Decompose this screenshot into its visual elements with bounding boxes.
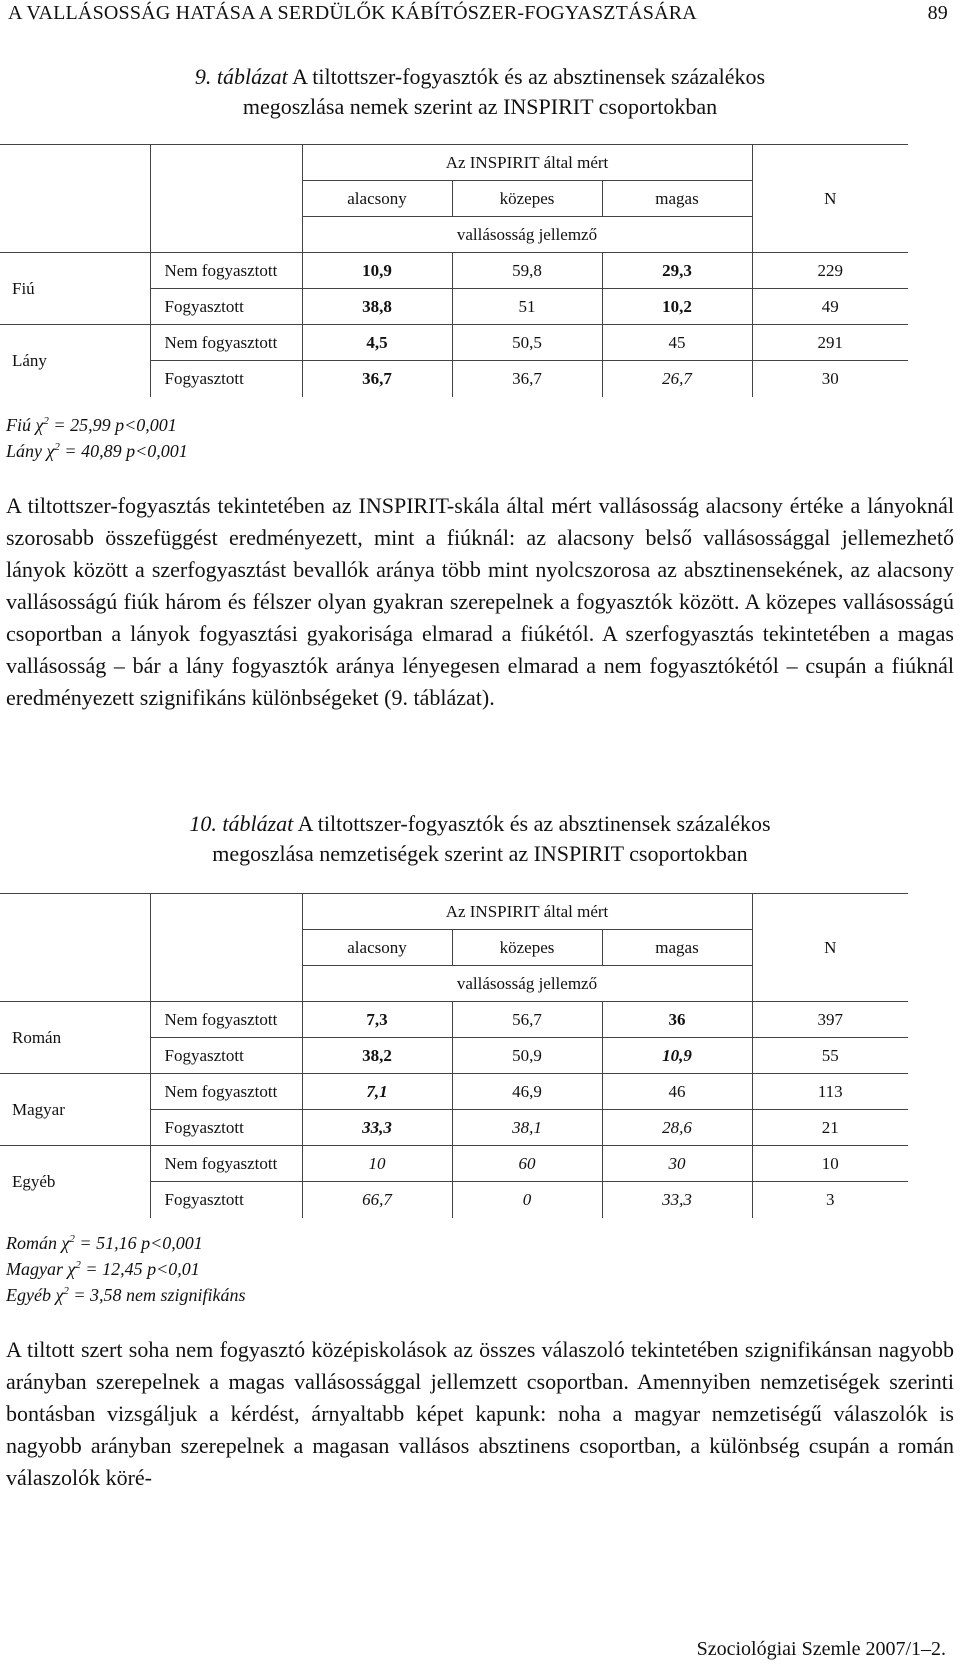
- table9-stats: [6, 410, 188, 462]
- table9-cell: 38,8: [302, 289, 452, 325]
- page-number: 89: [927, 2, 948, 24]
- table9-corner-2: [150, 145, 302, 253]
- table9-corner-1: [0, 145, 150, 253]
- table10-col-high: magas: [602, 930, 752, 966]
- table9-cell: 291: [752, 325, 908, 361]
- table9-cell: 36,7: [452, 361, 602, 397]
- table10-col-low: alacsony: [302, 930, 452, 966]
- table10-group-label: Román: [0, 1002, 150, 1074]
- table10-row-label: Nem fogyasztott: [150, 1146, 302, 1182]
- body-paragraph-1: A tiltottszer-fogyasztás tekintetében az INSPIRIT-skála által mért vallásosság alacsony értéke a lányoknál szorosabb összefüggést eredményezett, mint a fiúknál: az alacsony belső vallásossággal jellemezhető lányok között a szerfogyasztást bevallók aránya több mint nyolcszorosa az absztinensekének, az alacsony vallásosságú fiúk három és félszer olyan gyakran szerepelnek a fogyasztók között. A közepes vallásosságú csoportban a lányok fogyasztási gyakorisága elmarad a fiúkétól. A szerfogyasztás tekintetében a magas vallásosság – bár a lány fogyasztók aránya lényegesen elmarad a nem fogyasztókétól – csupán a fiúknál eredményezett szignifikáns különbségeket (9. táblázat).: [6, 493, 954, 710]
- table10-caption-text1: A tiltottszer-fogyasztók és az absztinensek százalékos: [293, 811, 771, 836]
- table10-cell: 55: [752, 1038, 908, 1074]
- table10-col-mid: közepes: [452, 930, 602, 966]
- table10-cell: 36: [602, 1002, 752, 1038]
- table10-header-bottom: vallásosság jellemző: [302, 966, 752, 1002]
- table10-cell: 46,9: [452, 1074, 602, 1110]
- table10-stat-line: Egyéb $\chi^2 = 3,58$ nem szignifikáns: [6, 1285, 246, 1305]
- table10-cell: 21: [752, 1110, 908, 1146]
- table10-group-label: Magyar: [0, 1074, 150, 1146]
- table10-cell: 10: [302, 1146, 452, 1182]
- table9-row-label: Fogyasztott: [150, 361, 302, 397]
- running-header: [8, 2, 948, 30]
- table9-row-label: Fogyasztott: [150, 289, 302, 325]
- table9-stat-line: Lány $\chi^2 = 40,89$ p<0,001: [6, 441, 188, 461]
- table10-header-top: Az INSPIRIT által mért: [302, 894, 752, 930]
- table9-col-high: magas: [602, 181, 752, 217]
- table9-caption-text1: A tiltottszer-fogyasztók és az absztinensek százalékos: [287, 64, 766, 89]
- table9-col-n: N: [752, 145, 908, 253]
- table10-row-label: Nem fogyasztott: [150, 1002, 302, 1038]
- table9-caption-text2: megoszlása nemek szerint az INSPIRIT csoportokban: [242, 94, 718, 119]
- table9-cell: 29,3: [602, 253, 752, 289]
- table10-cell: 60: [452, 1146, 602, 1182]
- table9-stat-line: Fiú $\chi^2 = 25,99$ p<0,001: [6, 415, 177, 435]
- table9-cell: 26,7: [602, 361, 752, 397]
- running-header-title: A VALLÁSOSSÁG HATÁSA A SERDÜLŐK KÁBÍTÓSZER-FOGYASZTÁSÁRA: [8, 2, 697, 24]
- table10-cell: 38,1: [452, 1110, 602, 1146]
- table10-cell: 7,3: [302, 1002, 452, 1038]
- table9-group-label: Fiú: [0, 253, 150, 325]
- table10-cell: 46: [602, 1074, 752, 1110]
- table9-cell: 49: [752, 289, 908, 325]
- table10-cell: 30: [602, 1146, 752, 1182]
- table10-stats: [6, 1228, 246, 1306]
- table10-cell: 33,3: [602, 1182, 752, 1218]
- table10-col-n: N: [752, 894, 908, 1002]
- table9-cell: 50,5: [452, 325, 602, 361]
- table9-cell: 59,8: [452, 253, 602, 289]
- table9-cell: 45: [602, 325, 752, 361]
- table10-cell: 10,9: [602, 1038, 752, 1074]
- table10-cell: 7,1: [302, 1074, 452, 1110]
- table9-cell: 51: [452, 289, 602, 325]
- table10-cell: 38,2: [302, 1038, 452, 1074]
- table9-caption: [0, 62, 960, 122]
- table10-caption: [0, 809, 960, 869]
- table9-col-low: alacsony: [302, 181, 452, 217]
- table10: [0, 893, 908, 1218]
- table9-cell: 30: [821, 368, 839, 388]
- table9-cell: 229: [752, 253, 908, 289]
- table9-col-mid: közepes: [452, 181, 602, 217]
- table10-cell: 10: [752, 1146, 908, 1182]
- table9-cell: 36,7: [302, 361, 452, 397]
- table10-corner-2: [150, 894, 302, 1002]
- table10-cell: 33,3: [302, 1110, 452, 1146]
- table10-row-label: Fogyasztott: [150, 1038, 302, 1074]
- table9-row-label: Nem fogyasztott: [150, 253, 302, 289]
- table10-stat-line: Magyar $\chi^2 = 12,45$ p<0,01: [6, 1259, 200, 1279]
- table10-row-label: Fogyasztott: [150, 1182, 302, 1218]
- table10-stat-line: Román $\chi^2 = 51,16$ p<0,001: [6, 1233, 203, 1253]
- table10-cell: 28,6: [602, 1110, 752, 1146]
- table10-corner-1: [0, 894, 150, 1002]
- table9-cell: 10,9: [302, 253, 452, 289]
- table9-group-label: Lány: [0, 325, 150, 397]
- table9-header-bottom: vallásosság jellemző: [302, 217, 752, 253]
- table9-header-top: Az INSPIRIT által mért: [302, 145, 752, 181]
- table10-caption-text2: megoszlása nemzetiségek szerint az INSPIRIT csoportokban: [212, 841, 748, 866]
- table9: [0, 144, 908, 397]
- table10-caption-number: 10. táblázat: [189, 811, 294, 836]
- table9-cell: 4,5: [302, 325, 452, 361]
- table10-cell: 50,9: [452, 1038, 602, 1074]
- table10-cell: 113: [752, 1074, 908, 1110]
- table9-cell: 10,2: [602, 289, 752, 325]
- table10-cell: 397: [752, 1002, 908, 1038]
- table9-row-label: Nem fogyasztott: [150, 325, 302, 361]
- table10-cell: 3: [826, 1189, 835, 1209]
- table10-row-label: Fogyasztott: [150, 1110, 302, 1146]
- table9-caption-number: 9. táblázat: [194, 64, 288, 89]
- table10-row-label: Nem fogyasztott: [150, 1074, 302, 1110]
- journal-footer: Szociológiai Szemle 2007/1–2.: [696, 1638, 946, 1660]
- table10-cell: 66,7: [302, 1182, 452, 1218]
- table10-cell: 0: [452, 1182, 602, 1218]
- body-paragraph-2: A tiltott szert soha nem fogyasztó középiskolások az összes válaszoló tekintetében szignifikánsan nagyobb arányban szerepelnek a magas vallásossággal jellemzett csoportban. Amennyiben nemzetiségek szerinti bontásban vizsgáljuk a kérdést, árnyaltabb képet kapunk: noha a magyar nemzetiségű válaszolók is nagyobb arányban szerepelnek a magasan vallásos absztinens csoportban, a különbség csupán a román válaszolók köré-: [6, 1337, 954, 1490]
- table10-group-label: Egyéb: [0, 1146, 150, 1218]
- table10-cell: 56,7: [452, 1002, 602, 1038]
